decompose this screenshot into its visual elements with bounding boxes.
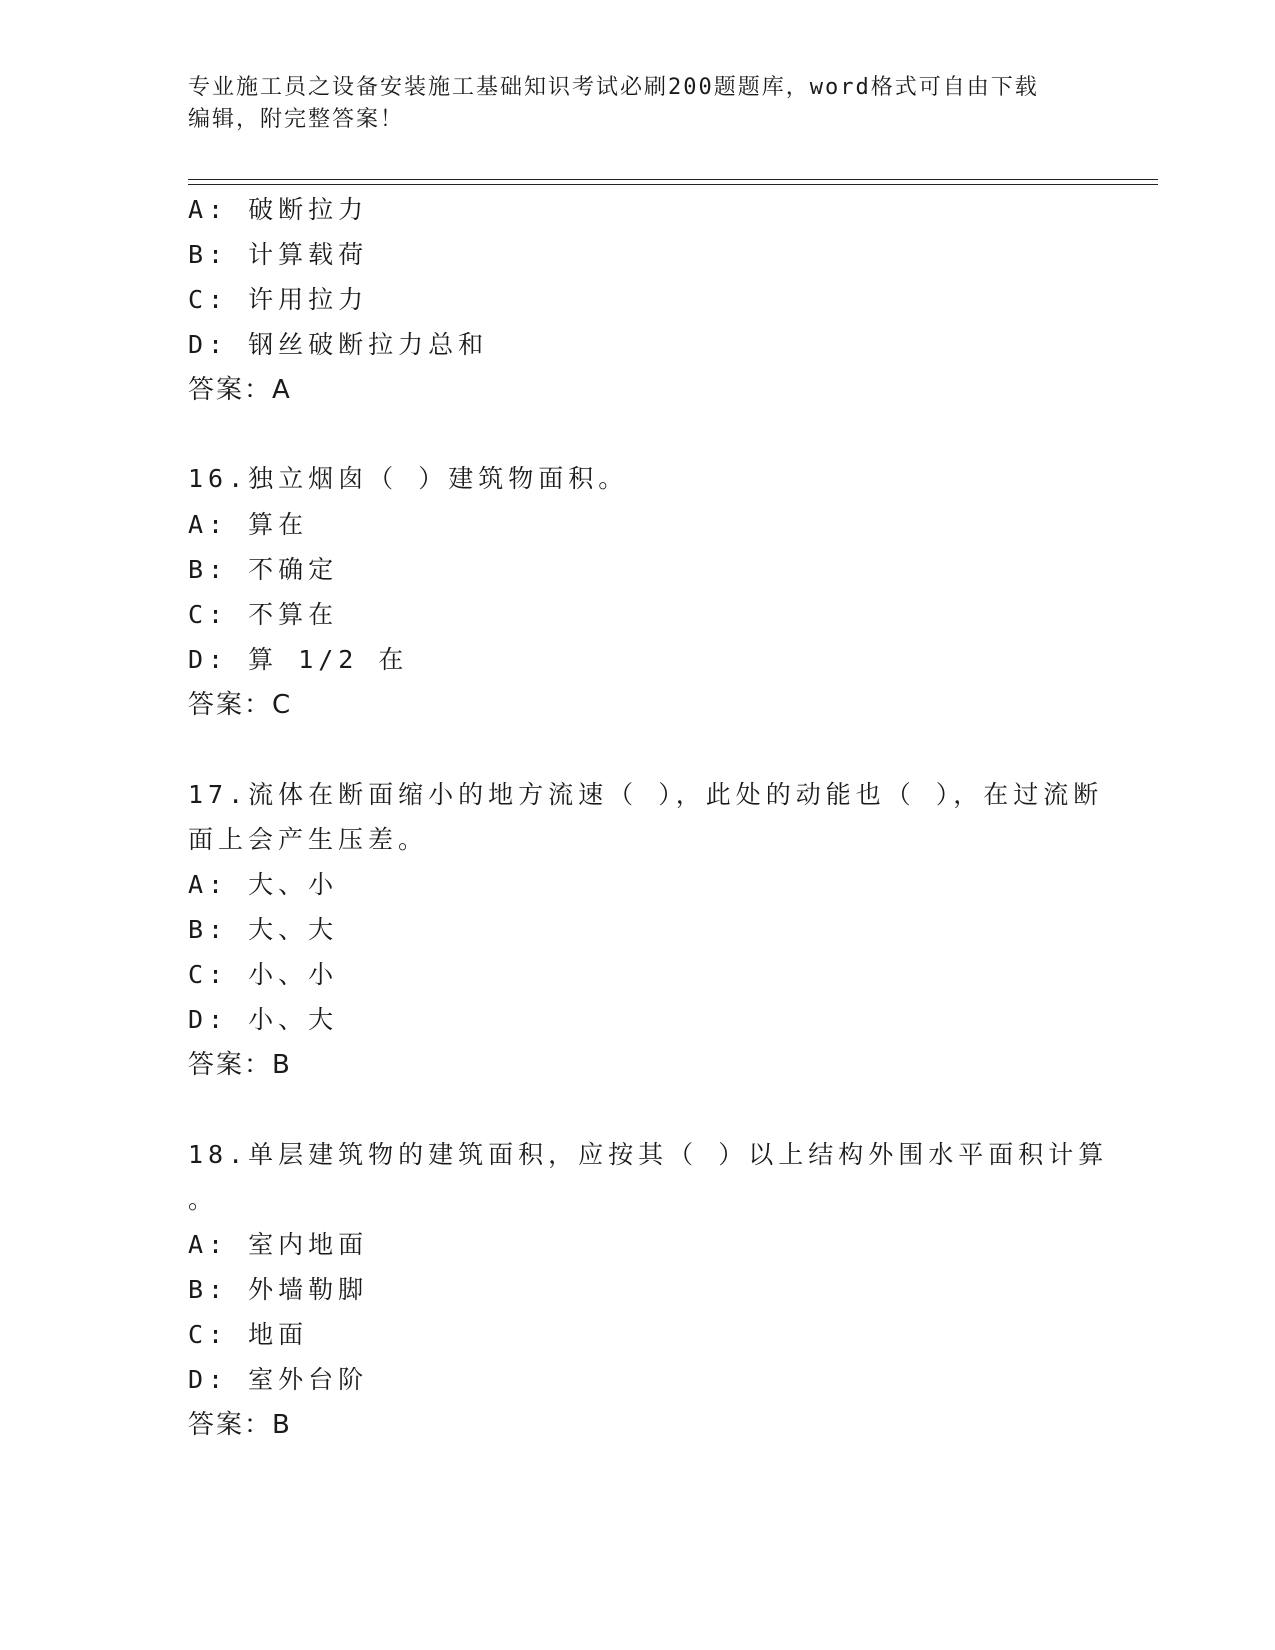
q18-question-line-1: 18.单层建筑物的建筑面积，应按其（ ）以上结构外围水平面积计算 bbox=[188, 1140, 1109, 1169]
q16-option-c: C: 不算在 bbox=[188, 600, 339, 629]
q15-option-b: B: 计算载荷 bbox=[188, 240, 369, 269]
q17-answer: 答案：B bbox=[188, 1050, 292, 1080]
q17-option-b: B: 大、大 bbox=[188, 915, 339, 944]
header-line-2: 编辑，附完整答案！ bbox=[188, 107, 405, 132]
q18-option-c: C: 地面 bbox=[188, 1320, 309, 1349]
document-header bbox=[188, 72, 1088, 136]
header-divider-bottom bbox=[188, 184, 1158, 185]
header-line-1: 专业施工员之设备安装施工基础知识考试必刷200题题库，word格式可自由下载 bbox=[188, 75, 1039, 100]
q17-question-line-2: 面上会产生压差。 bbox=[188, 825, 429, 854]
q16-answer: 答案：C bbox=[188, 690, 293, 720]
q16-option-a: A: 算在 bbox=[188, 510, 309, 539]
q15-option-a: A: 破断拉力 bbox=[188, 195, 369, 224]
header-divider-top bbox=[188, 179, 1158, 180]
q18-answer: 答案：B bbox=[188, 1410, 292, 1440]
q17-question-line-1: 17.流体在断面缩小的地方流速（ ），此处的动能也（ ），在过流断 bbox=[188, 780, 1104, 809]
q18-option-b: B: 外墙勒脚 bbox=[188, 1275, 369, 1304]
q18-option-a: A: 室内地面 bbox=[188, 1230, 369, 1259]
q18-question-line-2: 。 bbox=[188, 1185, 219, 1214]
q16-question: 16.独立烟囱（ ）建筑物面积。 bbox=[188, 464, 629, 493]
q16-option-b: B: 不确定 bbox=[188, 555, 339, 584]
q17-option-d: D: 小、大 bbox=[188, 1005, 339, 1034]
q16-option-d: D: 算 1/2 在 bbox=[188, 645, 409, 674]
q15-option-c: C: 许用拉力 bbox=[188, 285, 369, 314]
q17-option-c: C: 小、小 bbox=[188, 960, 339, 989]
q18-option-d: D: 室外台阶 bbox=[188, 1365, 369, 1394]
q15-option-d: D: 钢丝破断拉力总和 bbox=[188, 330, 489, 359]
q17-option-a: A: 大、小 bbox=[188, 870, 339, 899]
q15-answer: 答案：A bbox=[188, 375, 292, 405]
